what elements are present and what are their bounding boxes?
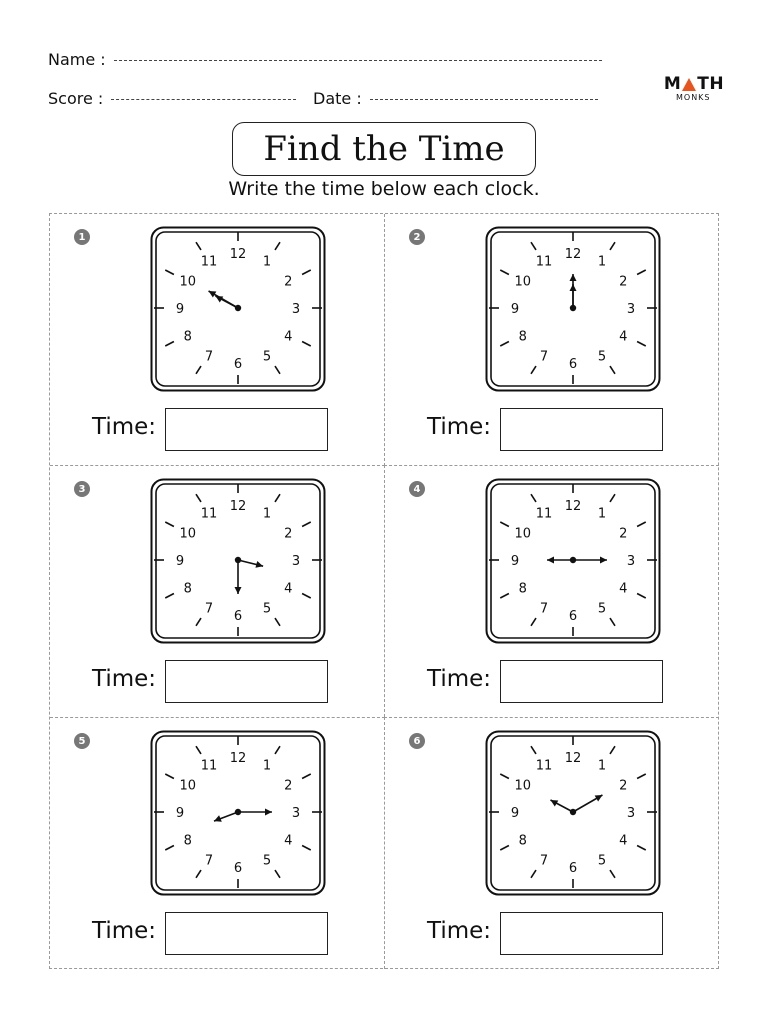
time-answer-box[interactable]	[500, 660, 663, 703]
hour-tick	[610, 618, 615, 626]
hour-tick	[196, 618, 201, 626]
clock-cell	[384, 717, 719, 969]
hour-tick	[275, 746, 280, 754]
clock-number: 8	[518, 329, 527, 345]
clock-number: 9	[175, 806, 185, 821]
time-answer-box[interactable]	[500, 912, 663, 955]
clock-number: 3	[291, 806, 301, 821]
clock-number: 4	[284, 581, 293, 597]
clock-number: 11	[200, 758, 218, 774]
hour-tick	[165, 522, 174, 527]
time-label: Time:	[427, 666, 492, 692]
date-field[interactable]	[370, 99, 598, 100]
hour-tick	[165, 270, 174, 275]
name-label: Name :	[48, 50, 106, 69]
clock-number: 1	[597, 506, 607, 522]
clock-number: 4	[284, 329, 293, 345]
hour-tick	[275, 366, 280, 374]
clock-number: 2	[619, 274, 628, 290]
clock-face	[485, 478, 661, 644]
clock-number: 9	[175, 554, 185, 569]
clock-number: 3	[626, 806, 636, 821]
hour-tick	[500, 594, 509, 599]
clock-number: 5	[262, 853, 272, 869]
clock-number: 3	[626, 554, 636, 569]
hour-tick	[500, 342, 509, 347]
time-label: Time:	[427, 918, 492, 944]
minute-hand-arrowhead	[600, 557, 607, 564]
clock-number: 7	[204, 601, 214, 617]
hour-tick	[610, 746, 615, 754]
clock-number: 11	[535, 758, 553, 774]
clock-number: 8	[518, 581, 527, 597]
hour-tick	[165, 846, 174, 851]
clock-center-dot	[235, 809, 241, 815]
clock-number: 4	[284, 833, 293, 849]
score-field[interactable]	[111, 99, 296, 100]
clock-number: 10	[514, 274, 532, 290]
question-number-badge: 2	[409, 229, 425, 245]
hour-tick	[165, 342, 174, 347]
clock-face	[150, 478, 326, 644]
clock-number: 2	[619, 526, 628, 542]
clock-number: 1	[262, 758, 272, 774]
clock-number: 10	[179, 274, 197, 290]
clock-number: 2	[284, 274, 293, 290]
clock-face	[150, 226, 326, 392]
logo-triangle-icon	[682, 78, 696, 91]
clock-number: 9	[175, 302, 185, 317]
score-row	[48, 89, 296, 108]
clock-number: 10	[179, 778, 197, 794]
minute-hand-arrowhead	[570, 274, 577, 281]
question-number-badge: 1	[74, 229, 90, 245]
hour-tick	[165, 594, 174, 599]
clock-number: 11	[535, 254, 553, 270]
hour-tick	[637, 270, 646, 275]
clock-number: 2	[284, 526, 293, 542]
clock-number: 10	[514, 526, 532, 542]
name-row	[48, 50, 602, 69]
score-label: Score :	[48, 89, 104, 108]
clock-center-dot	[570, 305, 576, 311]
hour-tick	[275, 618, 280, 626]
clock-number: 8	[183, 833, 192, 849]
clock-face	[150, 730, 326, 896]
clock-cell	[384, 214, 719, 466]
clock-number: 6	[233, 609, 243, 624]
hour-tick	[531, 494, 536, 502]
hour-tick	[531, 870, 536, 878]
clock-number: 12	[564, 751, 582, 766]
page-title: Find the Time	[232, 122, 536, 176]
clock-cell	[50, 214, 385, 466]
clock-number: 5	[597, 601, 607, 617]
hour-tick	[275, 494, 280, 502]
clock-cell	[50, 465, 385, 717]
clock-number: 1	[262, 506, 272, 522]
clock-number: 2	[619, 778, 628, 794]
clock-number: 6	[568, 861, 578, 876]
clock-number: 6	[233, 357, 243, 372]
clock-number: 11	[200, 254, 218, 270]
math-monks-logo	[664, 74, 724, 102]
clock-center-dot	[235, 557, 241, 563]
clock-number: 7	[204, 853, 214, 869]
clock-number: 1	[597, 758, 607, 774]
clock-number: 10	[514, 778, 532, 794]
clock-cell	[50, 717, 385, 969]
clock-number: 5	[262, 349, 272, 365]
clock-number: 12	[229, 751, 247, 766]
clock-number: 12	[229, 499, 247, 514]
clock-number: 9	[510, 806, 520, 821]
clock-number: 1	[597, 254, 607, 270]
question-number-badge: 5	[74, 733, 90, 749]
hour-tick	[637, 846, 646, 851]
date-label: Date :	[313, 89, 362, 108]
hour-tick	[196, 366, 201, 374]
hour-tick	[302, 846, 311, 851]
clock-center-dot	[570, 557, 576, 563]
clock-number: 9	[510, 554, 520, 569]
clock-number: 3	[291, 302, 301, 317]
clock-number: 8	[183, 581, 192, 597]
hour-tick	[196, 746, 201, 754]
hour-tick	[610, 494, 615, 502]
clock-number: 4	[619, 581, 628, 597]
clock-number: 4	[619, 833, 628, 849]
logo-subtext: MONKS	[676, 93, 711, 102]
clock-number: 2	[284, 778, 293, 794]
clock-number: 12	[229, 247, 247, 262]
question-number-badge: 6	[409, 733, 425, 749]
hour-tick	[531, 242, 536, 250]
hour-hand-arrowhead	[547, 557, 554, 564]
hour-tick	[500, 522, 509, 527]
clock-face	[485, 226, 661, 392]
clock-number: 10	[179, 526, 197, 542]
hour-tick	[610, 366, 615, 374]
clock-number: 1	[262, 254, 272, 270]
question-number-badge: 3	[74, 481, 90, 497]
time-answer-box[interactable]	[165, 912, 328, 955]
hour-tick	[637, 594, 646, 599]
clock-number: 9	[510, 302, 520, 317]
clock-number: 6	[568, 357, 578, 372]
clock-grid	[49, 213, 719, 969]
hour-hand-arrowhead	[255, 561, 263, 568]
clock-number: 11	[200, 506, 218, 522]
hour-tick	[302, 774, 311, 779]
clock-number: 7	[539, 853, 549, 869]
hour-tick	[302, 522, 311, 527]
hour-tick	[531, 746, 536, 754]
minute-hand-arrowhead	[235, 587, 242, 594]
clock-cell	[384, 465, 719, 717]
clock-number: 12	[564, 499, 582, 514]
minute-hand-arrowhead	[265, 809, 272, 816]
time-label: Time:	[92, 414, 157, 440]
clock-number: 6	[233, 861, 243, 876]
hour-tick	[637, 774, 646, 779]
clock-number: 5	[597, 349, 607, 365]
clock-number: 7	[539, 601, 549, 617]
hour-tick	[196, 494, 201, 502]
clock-center-dot	[570, 809, 576, 815]
clock-number: 6	[568, 609, 578, 624]
instruction-text: Write the time below each clock.	[228, 178, 540, 200]
hour-tick	[275, 242, 280, 250]
time-label: Time:	[92, 918, 157, 944]
time-label: Time:	[427, 414, 492, 440]
hour-hand-arrowhead	[570, 284, 577, 291]
hour-tick	[531, 618, 536, 626]
hour-tick	[302, 270, 311, 275]
clock-number: 5	[262, 601, 272, 617]
clock-number: 7	[539, 349, 549, 365]
logo-text-left: M	[663, 74, 682, 94]
clock-number: 3	[626, 302, 636, 317]
clock-number: 11	[535, 506, 553, 522]
clock-number: 5	[597, 853, 607, 869]
hour-tick	[302, 342, 311, 347]
time-label: Time:	[92, 666, 157, 692]
clock-number: 12	[564, 247, 582, 262]
hour-tick	[610, 242, 615, 250]
hour-tick	[500, 846, 509, 851]
clock-number: 7	[204, 349, 214, 365]
time-answer-box[interactable]	[165, 660, 328, 703]
clock-number: 3	[291, 554, 301, 569]
clock-face	[485, 730, 661, 896]
clock-number: 4	[619, 329, 628, 345]
hour-tick	[196, 870, 201, 878]
name-field[interactable]	[114, 60, 602, 61]
clock-number: 8	[183, 329, 192, 345]
hour-tick	[637, 342, 646, 347]
time-answer-box[interactable]	[500, 408, 663, 451]
hour-tick	[531, 366, 536, 374]
hour-tick	[637, 522, 646, 527]
hour-tick	[500, 774, 509, 779]
hour-tick	[610, 870, 615, 878]
question-number-badge: 4	[409, 481, 425, 497]
time-answer-box[interactable]	[165, 408, 328, 451]
hour-tick	[275, 870, 280, 878]
clock-center-dot	[235, 305, 241, 311]
hour-tick	[500, 270, 509, 275]
logo-text-right: TH	[697, 74, 725, 94]
clock-number: 8	[518, 833, 527, 849]
hour-tick	[302, 594, 311, 599]
date-row	[313, 89, 598, 108]
hour-tick	[196, 242, 201, 250]
hour-tick	[165, 774, 174, 779]
